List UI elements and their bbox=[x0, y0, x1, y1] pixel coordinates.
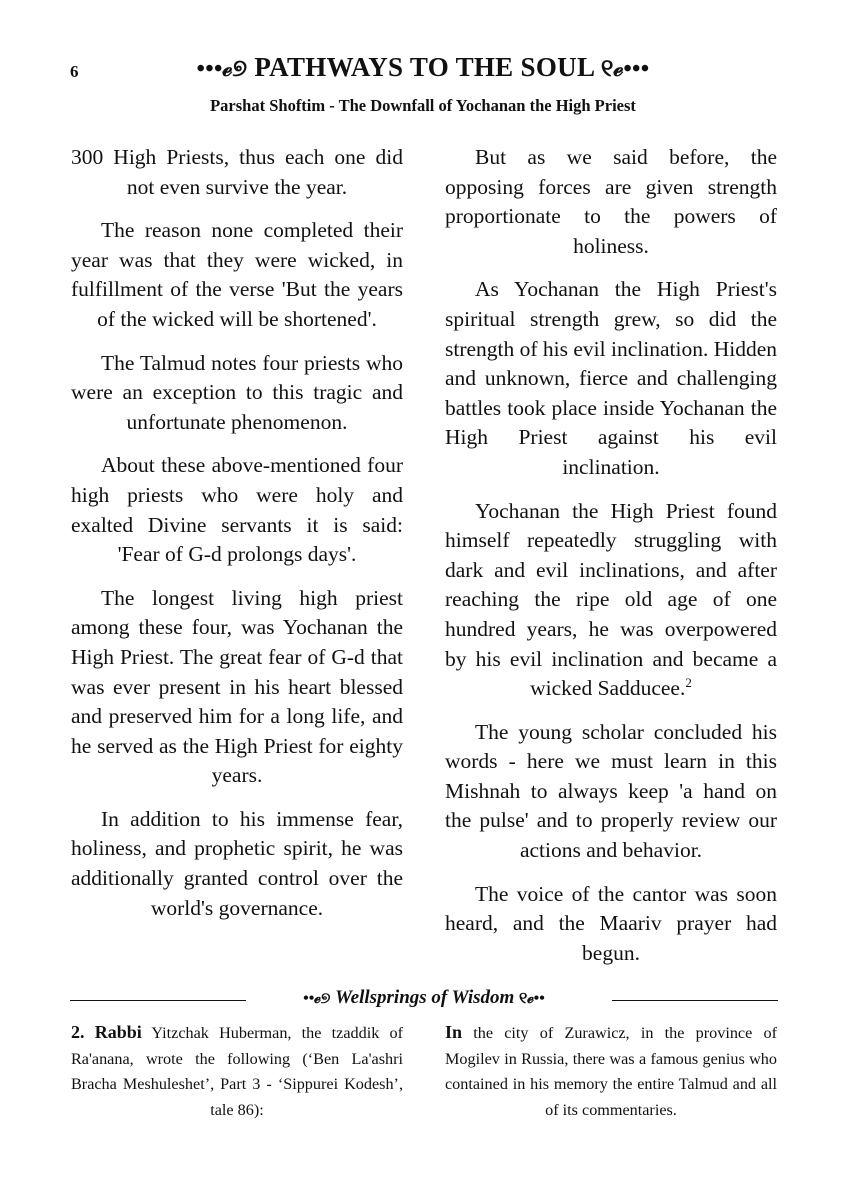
paragraph: The longest living high priest among these four, was Yochanan the High Priest. The great fear of G-d that was ever present in his heart blessed and preserved him for a long life, and he served as the High Priest for eighty years. bbox=[71, 585, 403, 788]
paragraph: About these above-mentioned four high priests who were holy and exalted Divine servants it is said: 'Fear of G-d prolongs days'. bbox=[71, 453, 403, 567]
divider-label bbox=[70, 987, 778, 1009]
running-header-title bbox=[0, 52, 846, 83]
left-text-column bbox=[71, 143, 403, 937]
divider-ornament-right: ୧ℯ•• bbox=[519, 990, 545, 1007]
footnote-number: 2. bbox=[71, 1022, 85, 1042]
divider-ornament-left: ••ℯ୭ bbox=[303, 990, 331, 1007]
page-number: 6 bbox=[70, 62, 79, 81]
paragraph: As Yochanan the High Priest's spiritual strength grew, so did the strength of his evil inclination. Hidden and unknown, fierce and challenging battles took place inside Yochanan the High Priest against his evil inclination. bbox=[445, 277, 778, 479]
footnote-text: the city of Zurawicz, in the province of Mogilev in Russia, there was a famous genius who contained in his memory the entire Talmud and all of its commentaries. bbox=[445, 1024, 777, 1119]
footnote-lead-word: In bbox=[445, 1022, 463, 1042]
divider-title: Wellsprings of Wisdom bbox=[335, 987, 515, 1008]
paragraph: The Talmud notes four priests who were an exception to this tragic and unfortunate phenomenon. bbox=[71, 350, 403, 434]
footnote-marker[interactable]: 2 bbox=[685, 674, 692, 690]
header-ornament-right: ୧ℯ••• bbox=[600, 56, 650, 82]
right-text-column bbox=[445, 143, 777, 982]
running-header-subtitle: Parshat Shoftim - The Downfall of Yochanan the High Priest bbox=[210, 96, 636, 115]
paragraph: The voice of the cantor was soon heard, and the Maariv prayer had begun. bbox=[445, 881, 777, 965]
header-title-text: PATHWAYS TO THE SOUL bbox=[254, 52, 594, 82]
paragraph bbox=[445, 497, 777, 704]
paragraph: But as we said before, the opposing forces are given strength proportionate to the powers of holiness. bbox=[445, 145, 777, 258]
paragraph: In addition to his immense fear, holiness, and prophetic spirit, he was additionally granted control over the world's governance. bbox=[71, 806, 403, 920]
paragraph-text: Yochanan the High Priest found himself repeatedly struggling with dark and evil inclinations, and after reaching the ripe old age of one hundred years, he was overpowered by his evil inclination and became a wicked Sadducee. bbox=[445, 498, 777, 701]
footnote-right bbox=[445, 1020, 777, 1123]
section-divider bbox=[70, 986, 778, 1014]
footnote-text: Yitzchak Huberman, the tzaddik of Ra'anana, wrote the following (‘Ben La'ashri Bracha Meshuleshet’, Part 3 - ‘Sippurei Kodesh’, tale 86): bbox=[71, 1024, 403, 1119]
paragraph: The reason none completed their year was that they were wicked, in fulfillment of the verse 'But the years of the wicked will be shortened'. bbox=[71, 218, 403, 331]
footnote-lead-word: Rabbi bbox=[94, 1022, 142, 1042]
header-ornament-left: •••ℯ୭ bbox=[196, 56, 248, 82]
paragraph: 300 High Priests, thus each one did not even survive the year. bbox=[71, 145, 403, 199]
footnote-left bbox=[71, 1020, 403, 1123]
paragraph: The young scholar concluded his words - here we must learn in this Mishnah to always keep 'a hand on the pulse' and to properly review our actions and behavior. bbox=[445, 719, 777, 863]
